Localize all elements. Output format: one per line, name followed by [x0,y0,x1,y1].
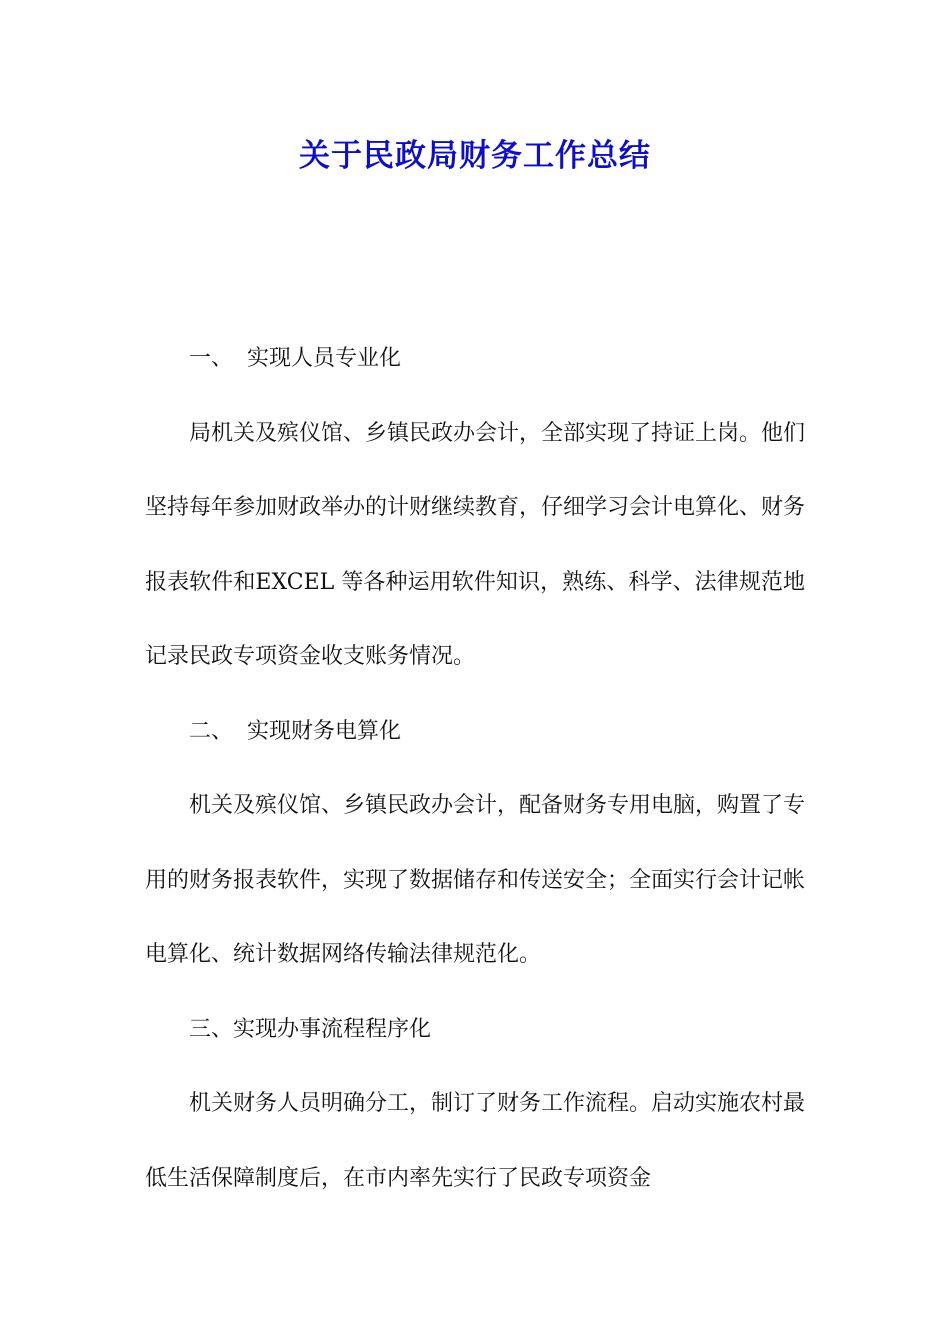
section-paragraph-1: 局机关及殡仪馆、乡镇民政办会计，全部实现了持证上岗。他们坚持每年参加财政举办的计财继续教育，仔细学习会计电算化、财务报表软件和EXCEL 等各种运用软件知识，熟练、科学、法律规范地记录民政专项资金收支账务情况。 [145,420,806,669]
document-body [145,322,805,1216]
section-heading-2: 二、 实现财务电算化 [189,718,401,744]
section-paragraph-2: 机关及殡仪馆、乡镇民政办会计，配备财务专用电脑，购置了专用的财务报表软件，实现了数据储存和传送安全；全面实行会计记帐电算化、统计数据网络传输法律规范化。 [145,793,806,967]
section-heading-3: 三、实现办事流程程序化 [189,1016,432,1042]
section-heading-1: 一、 实现人员专业化 [189,346,401,371]
section-paragraph-3: 机关财务人员明确分工，制订了财务工作流程。启动实施农村最低生活保障制度后，在市内率先实行了民政专项资金 [145,1091,806,1191]
document-title: 关于民政局财务工作总结 [299,138,651,174]
